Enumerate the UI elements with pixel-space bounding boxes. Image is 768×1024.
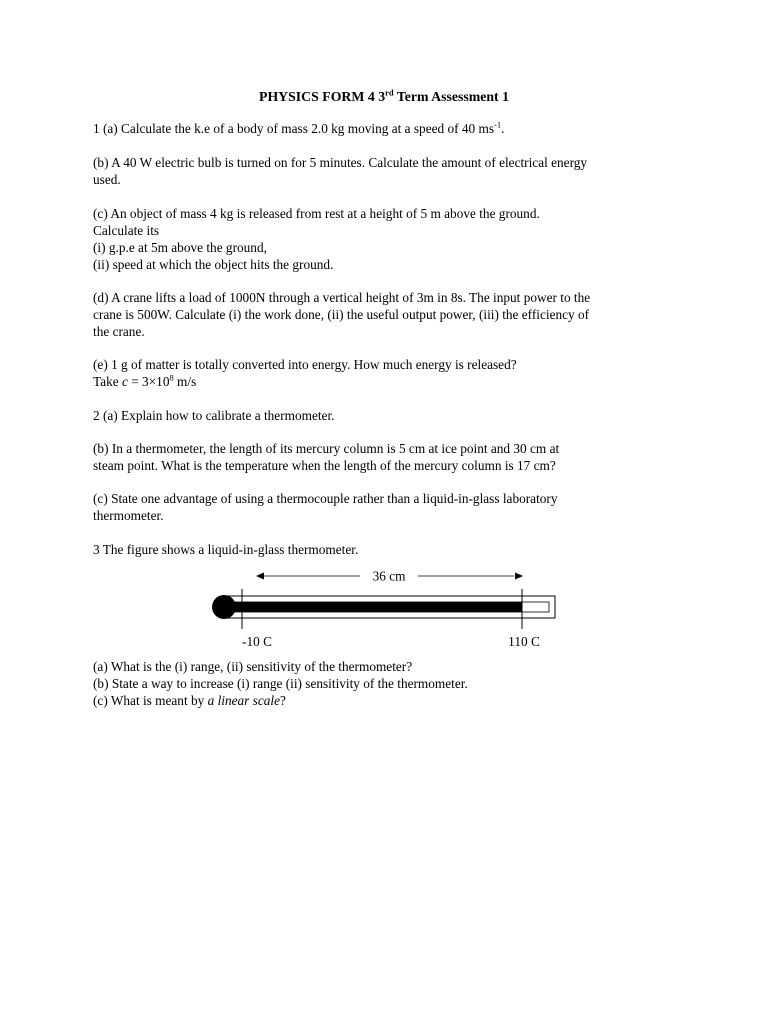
question-2c — [93, 490, 683, 524]
q1d-line: the crane. — [93, 324, 145, 339]
q3c-text: (c) What is meant by — [93, 693, 208, 708]
thermometer-capillary — [226, 602, 549, 612]
q1e-line: (e) 1 g of matter is totally converted into energy. How much energy is released? — [93, 357, 517, 372]
mercury-column — [226, 602, 522, 612]
title-text: PHYSICS FORM 4 3 — [259, 89, 386, 104]
q3c-text-end: ? — [279, 693, 286, 708]
q3-intro-line: 3 The figure shows a liquid-in-glass thermometer. — [93, 542, 359, 557]
question-1e — [93, 356, 683, 390]
q1e-exponent: 8 — [169, 372, 174, 383]
q1b-line: (b) A 40 W electric bulb is turned on for 5 minutes. Calculate the amount of electrical energy — [93, 155, 588, 170]
q1c-line: (i) g.p.e at 5m above the ground, — [93, 240, 267, 255]
q1e-variable: c — [121, 374, 128, 389]
question-1d — [93, 289, 683, 340]
q2c-line: thermometer. — [93, 508, 164, 523]
q1a-text-end: . — [501, 121, 505, 136]
q1c-line: Calculate its — [93, 223, 160, 238]
q1d-line: crane is 500W. Calculate (i) the work done, (ii) the useful output power, (iii) the efficiency of — [93, 307, 590, 322]
q2b-line: (b) In a thermometer, the length of its mercury column is 5 cm at ice point and 30 cm at — [93, 441, 560, 456]
arrow-left-icon — [256, 573, 264, 580]
q1e-equation: = 3×10 — [127, 374, 170, 389]
question-3-parts — [93, 658, 683, 709]
question-2b — [93, 440, 683, 474]
q1b-line: used. — [93, 172, 121, 187]
q2c-line: (c) State one advantage of using a thermocouple rather than a liquid-in-glass laboratory — [93, 491, 558, 506]
page-title — [0, 88, 768, 105]
q3b-line: (b) State a way to increase (i) range (ii) sensitivity of the thermometer. — [93, 676, 468, 691]
question-3-intro — [93, 541, 683, 558]
question-1b — [93, 154, 683, 188]
question-1a — [93, 120, 683, 137]
question-1c — [93, 205, 683, 273]
question-2a — [93, 407, 683, 424]
q3a-line: (a) What is the (i) range, (ii) sensitivity of the thermometer? — [93, 659, 413, 674]
q1c-line: (ii) speed at which the object hits the ground. — [93, 257, 334, 272]
q1e-take: Take — [93, 374, 122, 389]
thermometer-bulb — [212, 595, 236, 619]
q1e-unit: m/s — [173, 374, 197, 389]
q1d-line: (d) A crane lifts a load of 1000N through a vertical height of 3m in 8s. The input power to the — [93, 290, 591, 305]
q1e-formula — [93, 373, 683, 390]
lower-temperature-label: -10 C — [242, 634, 272, 649]
title-superscript: rd — [385, 87, 394, 98]
thermometer-tube — [222, 596, 555, 618]
q1a-text: 1 (a) Calculate the k.e of a body of mass 2.0 kg moving at a speed of 40 ms — [93, 121, 495, 136]
q1a-superscript: -1 — [494, 119, 502, 130]
q3c-line — [93, 692, 683, 709]
q1c-line: (c) An object of mass 4 kg is released from rest at a height of 5 m above the ground. — [93, 206, 540, 221]
q2a-line: 2 (a) Explain how to calibrate a thermometer. — [93, 408, 335, 423]
length-label: 36 cm — [372, 568, 406, 584]
arrow-right-icon — [515, 573, 523, 580]
q2b-line: steam point. What is the temperature when the length of the mercury column is 17 cm? — [93, 458, 556, 473]
title-text-end: Term Assessment 1 — [393, 89, 509, 104]
upper-temperature-label: 110 C — [508, 634, 540, 649]
q3c-term: a linear scale — [207, 693, 280, 708]
